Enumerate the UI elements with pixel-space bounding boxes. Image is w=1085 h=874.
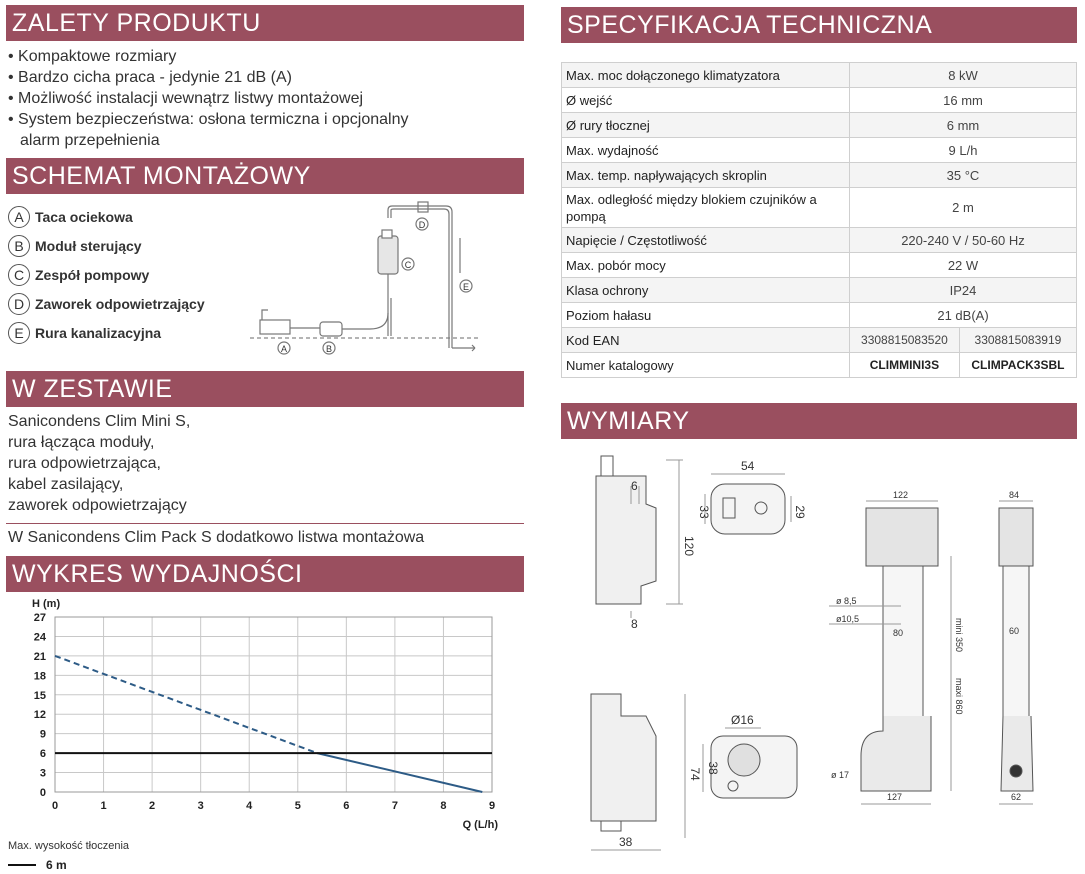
chart-note-legend (8, 858, 67, 872)
diagram-letter-d: D (418, 220, 426, 230)
x-tick-label: 4 (246, 800, 253, 812)
legend-label: Zaworek odpowietrzający (35, 296, 205, 312)
legend-item-e (8, 322, 161, 344)
spec-table (561, 62, 1077, 378)
spec-key: Max. odległość między blokiem czujników a pompą (562, 188, 850, 228)
dim-54: 54 (741, 459, 755, 473)
series-line (55, 656, 317, 753)
dim-38-vertical: 38 (706, 761, 720, 775)
y-tick-label: 9 (39, 728, 46, 741)
dim-6: 6 (631, 479, 638, 493)
spec-row (562, 163, 1077, 188)
catalog-number: CLIMMINI3S (850, 353, 960, 378)
x-tick-label: 5 (294, 800, 301, 812)
y-tick-label: 6 (39, 748, 46, 761)
legend-letter: B (8, 235, 30, 257)
x-tick-label: 9 (488, 800, 496, 812)
kit-item: zaworek odpowietrzający (8, 497, 187, 514)
y-tick-label: 0 (39, 787, 46, 799)
diagram-letter-b: B (325, 344, 333, 354)
benefits-list (8, 46, 408, 151)
spec-value: 21 dB(A) (850, 303, 1077, 328)
spec-row (562, 278, 1077, 303)
x-tick-label: 8 (440, 800, 447, 812)
dim-80: 80 (893, 628, 904, 638)
y-tick-label: 15 (33, 689, 46, 702)
spec-value: 9 L/h (850, 138, 1077, 163)
legend-letter: A (8, 206, 30, 228)
dim-60: 60 (1009, 626, 1020, 636)
spec-key: Max. wydajność (562, 138, 850, 163)
dim-17: ø 17 (831, 770, 850, 780)
benefit-item: • System bezpieczeństwa: osłona termiczna i opcjonalny (8, 111, 409, 128)
legend-label: Rura kanalizacyjna (35, 325, 162, 341)
x-tick-label: 2 (149, 800, 156, 812)
x-tick-label: 6 (343, 800, 350, 812)
dim-74: 74 (688, 767, 702, 781)
divider (6, 523, 524, 524)
x-tick-label: 1 (100, 800, 107, 812)
chart-note-label: Max. wysokość tłoczenia (8, 840, 130, 852)
legend-label: Moduł sterujący (35, 238, 142, 254)
dim-29: 29 (793, 505, 807, 519)
spec-key: Max. pobór mocy (562, 253, 850, 278)
spec-value: IP24 (850, 278, 1077, 303)
spec-value: 220-240 V / 50-60 Hz (850, 228, 1077, 253)
spec-value: 22 W (850, 253, 1077, 278)
dim-84: 84 (1009, 490, 1020, 500)
kit-item: Sanicondens Clim Mini S, (8, 413, 191, 430)
spec-key: Max. temp. napływających skroplin (562, 163, 850, 188)
dim-10-5: ø10,5 (836, 614, 860, 624)
dim-16: Ø16 (731, 713, 754, 727)
legend-letter: E (8, 322, 30, 344)
chart-note-value: 6 m (46, 858, 67, 872)
spec-key: Ø wejść (562, 88, 850, 113)
y-tick-label: 24 (33, 631, 46, 644)
spec-key: Napięcie / Częstotliwość (562, 228, 850, 253)
catalog-number: CLIMPACK3SBL (959, 353, 1076, 378)
spec-row (562, 113, 1077, 138)
dim-122: 122 (893, 490, 909, 500)
x-tick-label: 0 (51, 800, 59, 812)
diagram-letter-c: C (404, 260, 412, 270)
kit-extra-note: W Sanicondens Clim Pack S dodatkowo listwa montażowa (8, 529, 425, 546)
y-tick-label: 27 (33, 612, 46, 624)
kit-item: rura łącząca moduły, (8, 434, 155, 451)
legend-item-b (8, 235, 142, 257)
spec-key: Max. moc dołączonego klimatyzatora (562, 63, 850, 88)
kit-contents-list (8, 411, 190, 516)
chart-x-axis-label: Q (L/h) (462, 819, 498, 831)
spec-key: Poziom hałasu (562, 303, 850, 328)
benefit-item: • Bardzo cicha praca - jedynie 21 dB (A) (8, 69, 292, 86)
benefit-item: • Kompaktowe rozmiary (8, 48, 177, 65)
y-tick-label: 21 (33, 650, 46, 663)
legend-label: Zespół pompowy (35, 267, 150, 283)
section-header-wymiary: WYMIARY (561, 403, 1077, 439)
dim-62: 62 (1011, 792, 1022, 802)
x-tick-label: 3 (197, 800, 204, 812)
spec-row-katalog (562, 353, 1077, 378)
dim-8-5: ø 8,5 (836, 596, 857, 606)
dimension-drawings (561, 446, 1081, 866)
spec-value: 16 mm (850, 88, 1077, 113)
spec-row (562, 303, 1077, 328)
section-header-zalety: ZALETY PRODUKTU (6, 5, 524, 41)
chart-y-axis-label: H (m) (32, 598, 61, 610)
section-header-wykres: WYKRES WYDAJNOŚCI (6, 556, 524, 592)
dim-8: 8 (631, 617, 638, 631)
kit-item: rura odpowietrzająca, (8, 455, 161, 472)
spec-key: Numer katalogowy (562, 353, 850, 378)
diagram-letter-e: E (462, 282, 470, 292)
ean-value: 3308815083520 (850, 328, 960, 353)
spec-row (562, 88, 1077, 113)
section-header-spec: SPECYFIKACJA TECHNICZNA (561, 7, 1077, 43)
section-header-zestaw: W ZESTAWIE (6, 371, 524, 407)
dim-maxi-860: maxi 860 (954, 678, 964, 715)
spec-key: Ø rury tłocznej (562, 113, 850, 138)
legend-letter: C (8, 264, 30, 286)
dim-127: 127 (887, 792, 903, 802)
spec-row (562, 253, 1077, 278)
plot-frame (55, 617, 492, 792)
legend-item-c (8, 264, 149, 286)
spec-row-ean (562, 328, 1077, 353)
legend-line-swatch (8, 864, 36, 866)
spec-value: 2 m (850, 188, 1077, 228)
dim-120: 120 (682, 535, 696, 557)
spec-value: 35 °C (850, 163, 1077, 188)
spec-value: 8 kW (850, 63, 1077, 88)
dim-mini-350: mini 350 (954, 618, 964, 653)
dim-33: 33 (697, 505, 711, 519)
dim-38-horizontal: 38 (619, 835, 633, 849)
legend-item-a (8, 206, 133, 228)
legend-label: Taca ociekowa (35, 209, 133, 225)
section-header-schemat: SCHEMAT MONTAŻOWY (6, 158, 524, 194)
legend-letter: D (8, 293, 30, 315)
spec-row (562, 188, 1077, 228)
kit-item: kabel zasilający, (8, 476, 124, 493)
x-tick-label: 7 (391, 800, 398, 812)
y-tick-label: 18 (33, 670, 46, 683)
spec-row (562, 228, 1077, 253)
benefit-item: • Możliwość instalacji wewnątrz listwy montażowej (8, 90, 364, 107)
spec-row (562, 138, 1077, 163)
y-tick-label: 3 (39, 767, 46, 780)
legend-item-d (8, 293, 205, 315)
benefit-item: alarm przepełnienia (20, 132, 160, 149)
spec-value: 6 mm (850, 113, 1077, 138)
performance-chart (0, 594, 525, 834)
y-tick-label: 12 (33, 709, 46, 722)
spec-row (562, 63, 1077, 88)
spec-key: Klasa ochrony (562, 278, 850, 303)
diagram-letter-a: A (280, 344, 288, 354)
ean-value: 3308815083919 (959, 328, 1076, 353)
installation-diagram (250, 198, 490, 358)
spec-key: Kod EAN (562, 328, 850, 353)
